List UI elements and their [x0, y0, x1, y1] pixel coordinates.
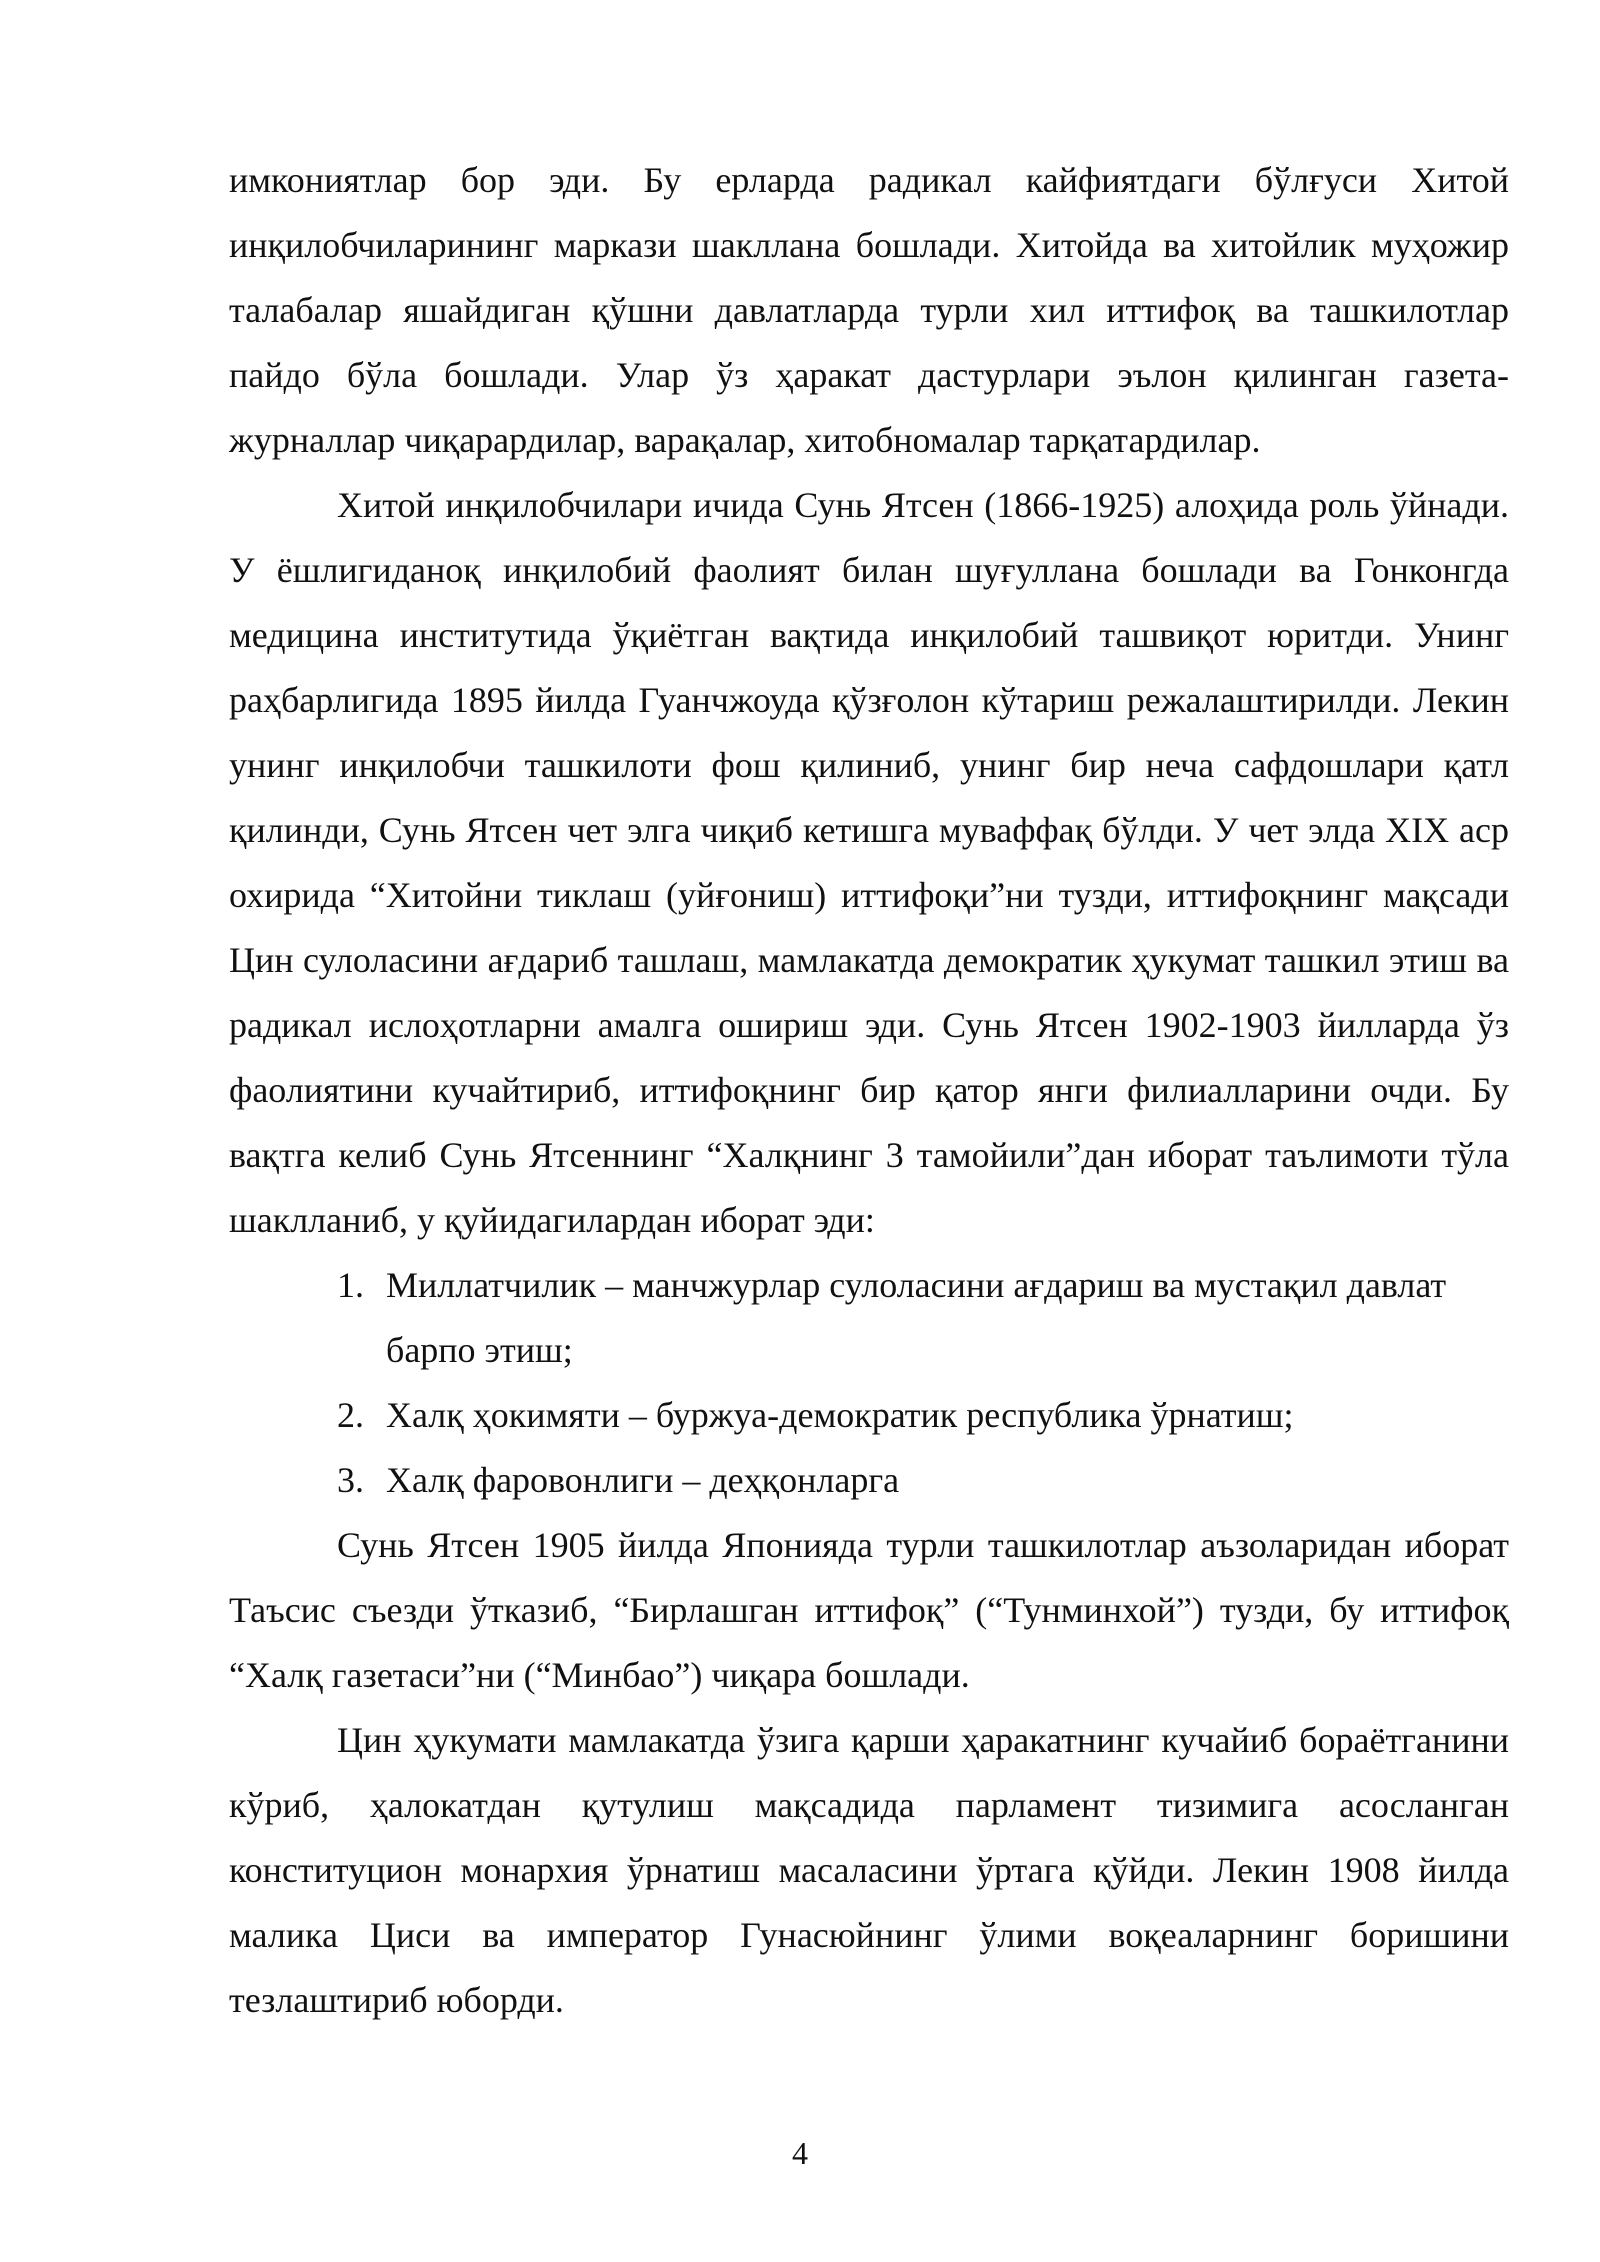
paragraph-2: Хитой инқилобчилари ичида Сунь Ятсен (1866-1925) алоҳида роль ўйнади. У ёшлигиданоқ инқилобий фаолият билан шуғуллана бошлади ва Гонконгда медицина институтида ўқиётган вақтида инқилобий ташвиқот юритди. Унинг раҳбарлигида 1895 йилда Гуанчжоуда қўзғолон кўтариш режалаштирилди. Лекин унинг инқилобчи ташкилоти фош қилиниб, унинг бир неча сафдошлари қатл қилинди, Сунь Ятсен чет элга чиқиб кетишга муваффақ бўлди. У чет элда XIX аср охирида “Хитойни тиклаш (уйғониш) иттифоқи”ни тузди, иттифоқнинг мақсади Цин сулоласини ағдариб ташлаш, мамлакатда демократик ҳукумат ташкил этиш ва радикал ислоҳотларни амалга ошириш эди. Сунь Ятсен 1902-1903 йилларда ўз фаолиятини кучайтириб, иттифоқнинг бир қатор янги филиалларини очди. Бу вақтга келиб Сунь Ятсеннинг “Халқнинг 3 тамойили”дан иборат таълимоти тўла шаклланиб, у қуйидагилардан иборат эди:	[229, 485, 1509, 1240]
document-body	[229, 148, 1509, 2033]
list-item-2	[229, 1383, 1509, 1448]
paragraph-3: Сунь Ятсен 1905 йилда Японияда турли ташкилотлар аъзоларидан иборат Таъсис съезди ўтказиб, “Бирлашган иттифоқ” (“Тунминхой”) тузди, бу иттифоқ “Халқ газетаси”ни (“Минбао”) чиқара бошлади.	[229, 1525, 1509, 1695]
page-number: 4	[792, 2135, 808, 2171]
list-item-number: 3.	[337, 1460, 364, 1500]
list-item-1	[229, 1253, 1509, 1383]
list-item-number: 1.	[337, 1265, 364, 1305]
list-item-number: 2.	[337, 1395, 364, 1435]
list-item-text: Миллатчилик – манчжурлар сулоласини ағдариш ва мустақил давлат барпо этиш;	[386, 1265, 1447, 1370]
principles-list	[229, 1253, 1509, 1513]
paragraph-4: Цин ҳукумати мамлакатда ўзига қарши ҳаракатнинг кучайиб бораётганини кўриб, ҳалокатдан қутулиш мақсадида парламент тизимига асосланган конституцион монархия ўрнатиш масаласини ўртага қўйди. Лекин 1908 йилда малика Циси ва император Гунасюйнинг ўлими воқеаларнинг боришини тезлаштириб юборди.	[229, 1720, 1509, 2020]
paragraph-1: имкониятлар бор эди. Бу ерларда радикал кайфиятдаги бўлғуси Хитой инқилобчиларининг маркази шакллана бошлади. Хитойда ва хитойлик муҳожир талабалар яшайдиган қўшни давлатларда турли хил иттифоқ ва ташкилотлар пайдо бўла бошлади. Улар ўз ҳаракат дастурлари эълон қилинган газета-журналлар чиқарардилар, варақалар, хитобномалар тарқатардилар.	[229, 160, 1509, 460]
list-item-text: Халқ ҳокимяти – буржуа-демократик республика ўрнатиш;	[386, 1395, 1294, 1435]
list-item-3	[229, 1448, 1509, 1513]
list-item-text: Халқ фаровонлиги – деҳқонларга	[386, 1460, 900, 1500]
